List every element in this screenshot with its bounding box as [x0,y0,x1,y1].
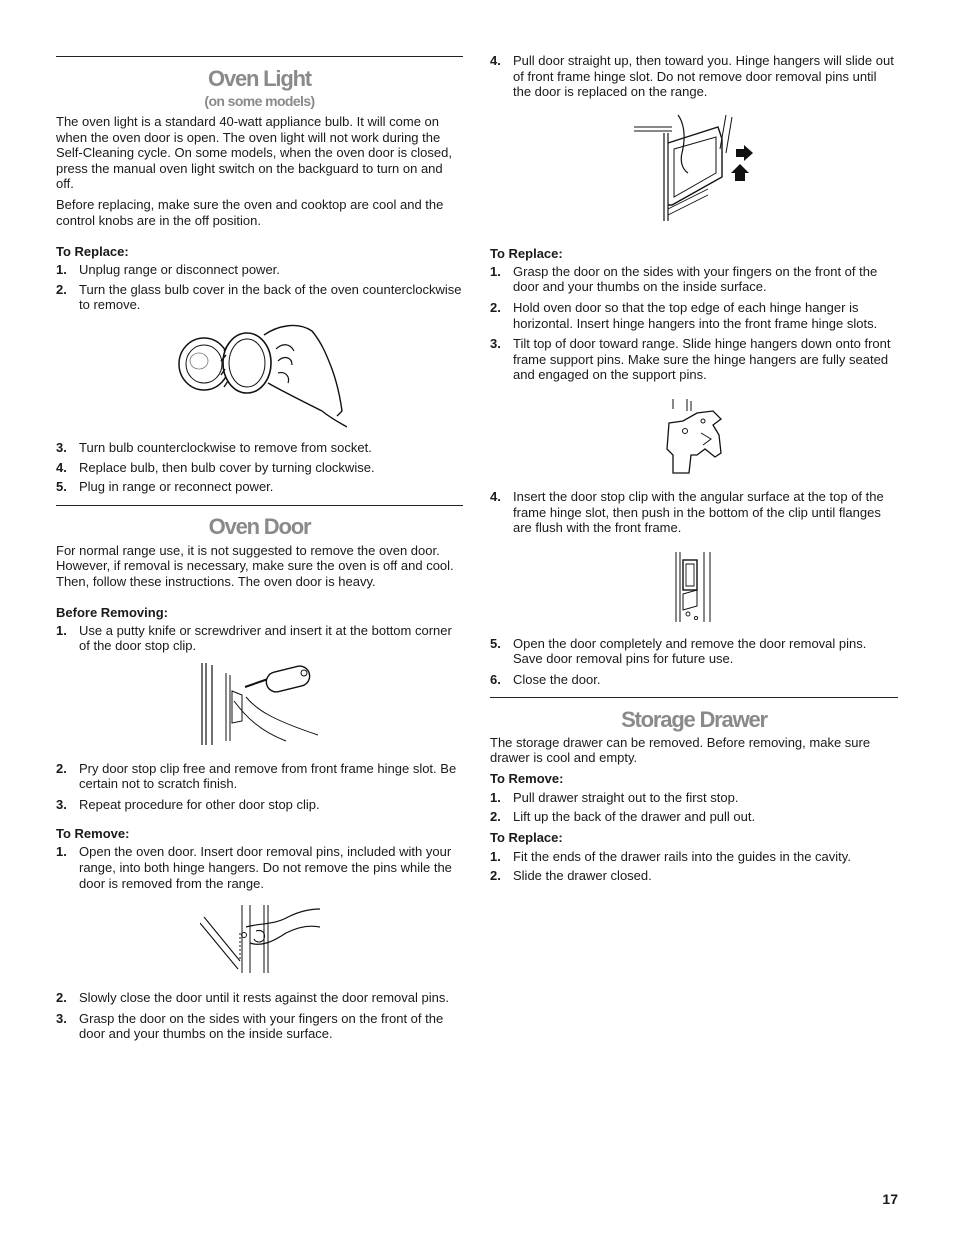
oven-light-steps-a [56,262,463,313]
before-removing-heading: Before Removing: [56,604,168,620]
putty-knife-illustration [200,661,320,747]
list-item: 1. Use a putty knife or screwdriver and insert it at the bottom corner of the door stop clip. [56,622,452,654]
list-item: 2. Lift up the back of the drawer and pull out. [490,809,756,825]
list-item: 5. Plug in range or reconnect power. [56,479,274,495]
list-item: 2. Turn the glass bulb cover in the back of the oven counterclockwise to remove. [56,281,462,313]
replace-steps-c [490,636,898,688]
removal-pin-illustration [200,903,320,975]
lift-door-illustration [632,113,756,223]
bulb-cover-illustration [172,321,347,431]
oven-door-title: Oven Door [208,513,311,539]
list-item: 4. Insert the door stop clip with the angular surface at the top of the frame hinge slot, then push in the bottom of the clip until flanges are flush with the front frame. [490,488,884,536]
list-item: 2. Pry door stop clip free and remove from front frame hinge slot. Be certain not to scratch finish. [56,760,457,792]
oven-light-replace-heading: To Replace: [56,244,129,260]
oven-light-subtitle: (on some models) [204,93,315,109]
right-column [490,0,898,884]
remove-steps-b [56,990,463,1042]
list-item: 2. Hold oven door so that the top edge of each hinge hanger is horizontal. Insert hinge hangers into the front frame hinge slots. [490,299,878,331]
remove-steps-c [490,53,898,100]
list-item: 1. Open the oven door. Insert door removal pins, included with your range, into both hinge hangers. Do not remove the pins while the door is removed from the range. [56,844,452,891]
drawer-remove-heading: To Remove: [490,770,564,786]
list-item: 4. Pull door straight up, then toward you. Hinge hangers will slide out of front frame hinge slot. Do not remove door removal pins until the door is replaced on the range. [490,53,894,100]
list-item: 3. Grasp the door on the sides with your fingers on the front of the door and your thumbs on the inside surface. [56,1010,444,1042]
oven-light-intro: The oven light is a standard 40-watt appliance bulb. It will come on when the oven door is open. The oven light will not work during the Self-Cleaning cycle. On some models, when the oven door is closed, press the manual oven light switch on the backguard to turn on and off. [56,114,452,192]
oven-light-title: Oven Light [208,66,311,91]
hinge-hanger-illustration [663,397,725,477]
storage-drawer-title: Storage Drawer [621,706,767,732]
list-item: 5. Open the door completely and remove the door removal pins. Save door removal pins for future use. [490,635,867,667]
before-removing-steps-b [56,761,463,813]
list-item: 1. Grasp the door on the sides with your fingers on the front of the door and your thumbs on the inside surface. [490,263,878,295]
list-item: 4. Replace bulb, then bulb cover by turning clockwise. [56,459,375,475]
door-stop-clip-illustration [674,550,714,624]
list-item: 2. Slowly close the door until it rests against the door removal pins. [56,990,449,1006]
drawer-remove-steps [490,790,898,825]
to-remove-heading: To Remove: [56,826,130,842]
section-divider [56,505,463,506]
before-removing-steps-a [56,623,463,654]
section-divider [56,56,463,57]
list-item: 3. Repeat procedure for other door stop clip. [56,796,320,812]
list-item: 6. Close the door. [490,671,601,687]
drawer-replace-heading: To Replace: [490,829,563,845]
list-item: 1. Pull drawer straight out to the first stop. [490,789,739,805]
replace-steps-b [490,489,898,536]
list-item: 3. Turn bulb counterclockwise to remove from socket. [56,439,372,455]
drawer-replace-steps [490,849,898,884]
list-item: 1. Unplug range or disconnect power. [56,262,280,278]
replace-steps-a [490,264,898,383]
oven-door-intro: For normal range use, it is not suggested to remove the oven door. However, if removal is necessary, make sure the oven is off and cool. Then, follow these instructions. The oven door is heavy. [56,542,454,589]
oven-light-steps-b [56,440,463,495]
page-number: 17 [882,1191,898,1207]
list-item: 2. Slide the drawer closed. [490,868,652,884]
storage-drawer-intro: The storage drawer can be removed. Before removing, make sure drawer is cool and empty. [490,734,871,766]
remove-steps-a [56,844,463,891]
left-column [56,0,463,1042]
list-item: 1. Fit the ends of the drawer rails into the guides in the cavity. [490,848,851,864]
section-divider [490,697,898,698]
list-item: 3. Tilt top of door toward range. Slide hinge hangers down onto front frame support pins. Make sure the hinge hangers are fully seated and engaged on the support pins. [490,336,891,383]
oven-light-before: Before replacing, make sure the oven and cooktop are cool and the control knobs are in the off position. [56,196,444,228]
to-replace-heading: To Replace: [490,245,563,261]
